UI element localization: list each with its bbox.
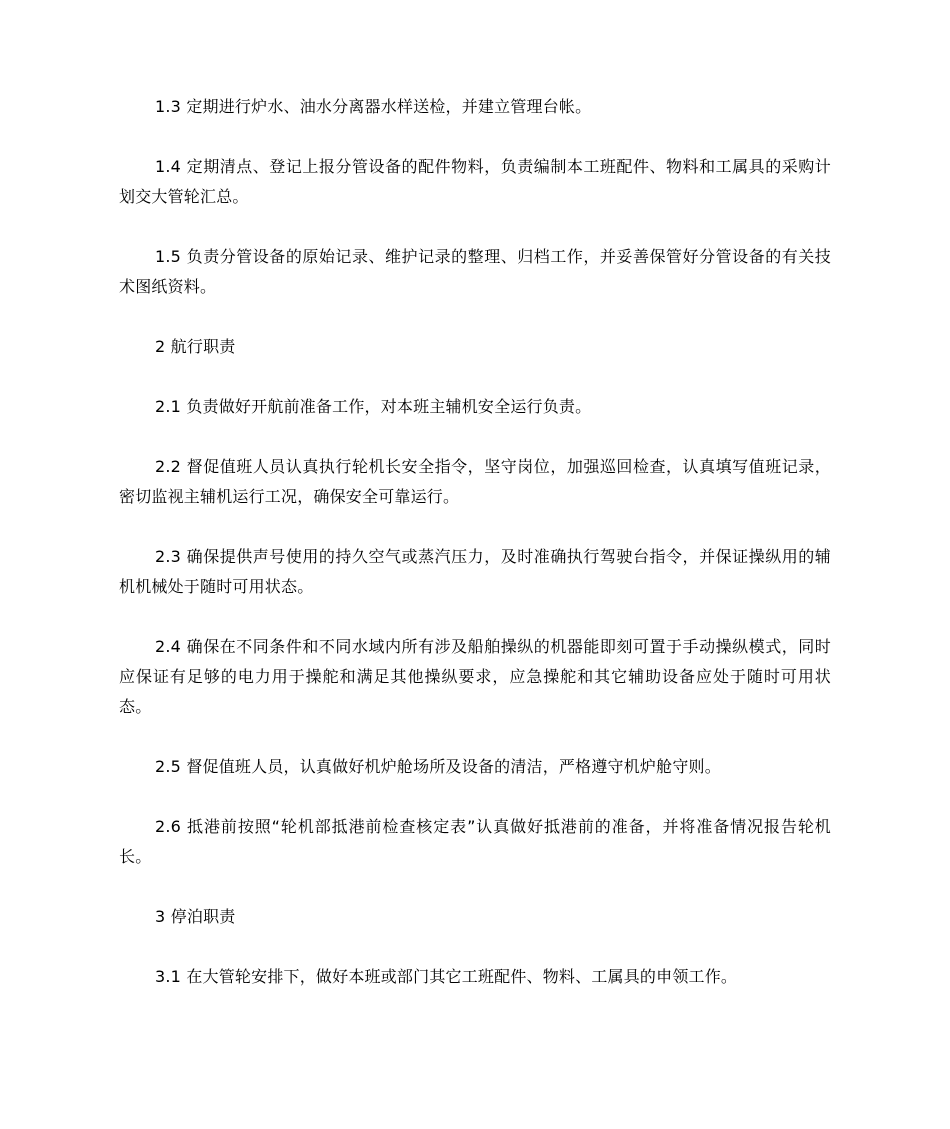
section-heading-3: 3 停泊职责 — [155, 907, 236, 926]
paragraph-2-4: 2.4 确保在不同条件和不同水域内所有涉及船舶操纵的机器能即刻可置于手动操纵模式，同时应保证有足够的电力用于操舵和满足其他操纵要求，应急操舵和其它辅助设备应处于随时可用状态。 — [119, 637, 831, 716]
paragraph-2-1: 2.1 负责做好开航前准备工作，对本班主辅机安全运行负责。 — [155, 397, 592, 416]
paragraph-2-2: 2.2 督促值班人员认真执行轮机长安全指令，坚守岗位，加强巡回检查，认真填写值班记录，密切监视主辅机运行工况，确保安全可靠运行。 — [119, 457, 831, 506]
paragraph-2-3: 2.3 确保提供声号使用的持久空气或蒸汽压力，及时准确执行驾驶台指令，并保证操纵用的辅机机械处于随时可用状态。 — [119, 547, 831, 596]
paragraph-2-5: 2.5 督促值班人员，认真做好机炉舱场所及设备的清洁，严格遵守机炉舱守则。 — [155, 757, 721, 776]
section-heading-2: 2 航行职责 — [155, 337, 236, 356]
document-body — [119, 92, 831, 1022]
paragraph-3-1: 3.1 在大管轮安排下，做好本班或部门其它工班配件、物料、工属具的申领工作。 — [155, 967, 738, 986]
paragraph-2-6: 2.6 抵港前按照“轮机部抵港前检查核定表”认真做好抵港前的准备，并将准备情况报告轮机长。 — [119, 817, 831, 866]
paragraph-1-5: 1.5 负责分管设备的原始记录、维护记录的整理、归档工作，并妥善保管好分管设备的有关技术图纸资料。 — [119, 247, 831, 296]
paragraph-1-3: 1.3 定期进行炉水、油水分离器水样送检，并建立管理台帐。 — [155, 97, 592, 116]
paragraph-1-4: 1.4 定期清点、登记上报分管设备的配件物料，负责编制本工班配件、物料和工属具的采购计划交大管轮汇总。 — [119, 157, 831, 206]
